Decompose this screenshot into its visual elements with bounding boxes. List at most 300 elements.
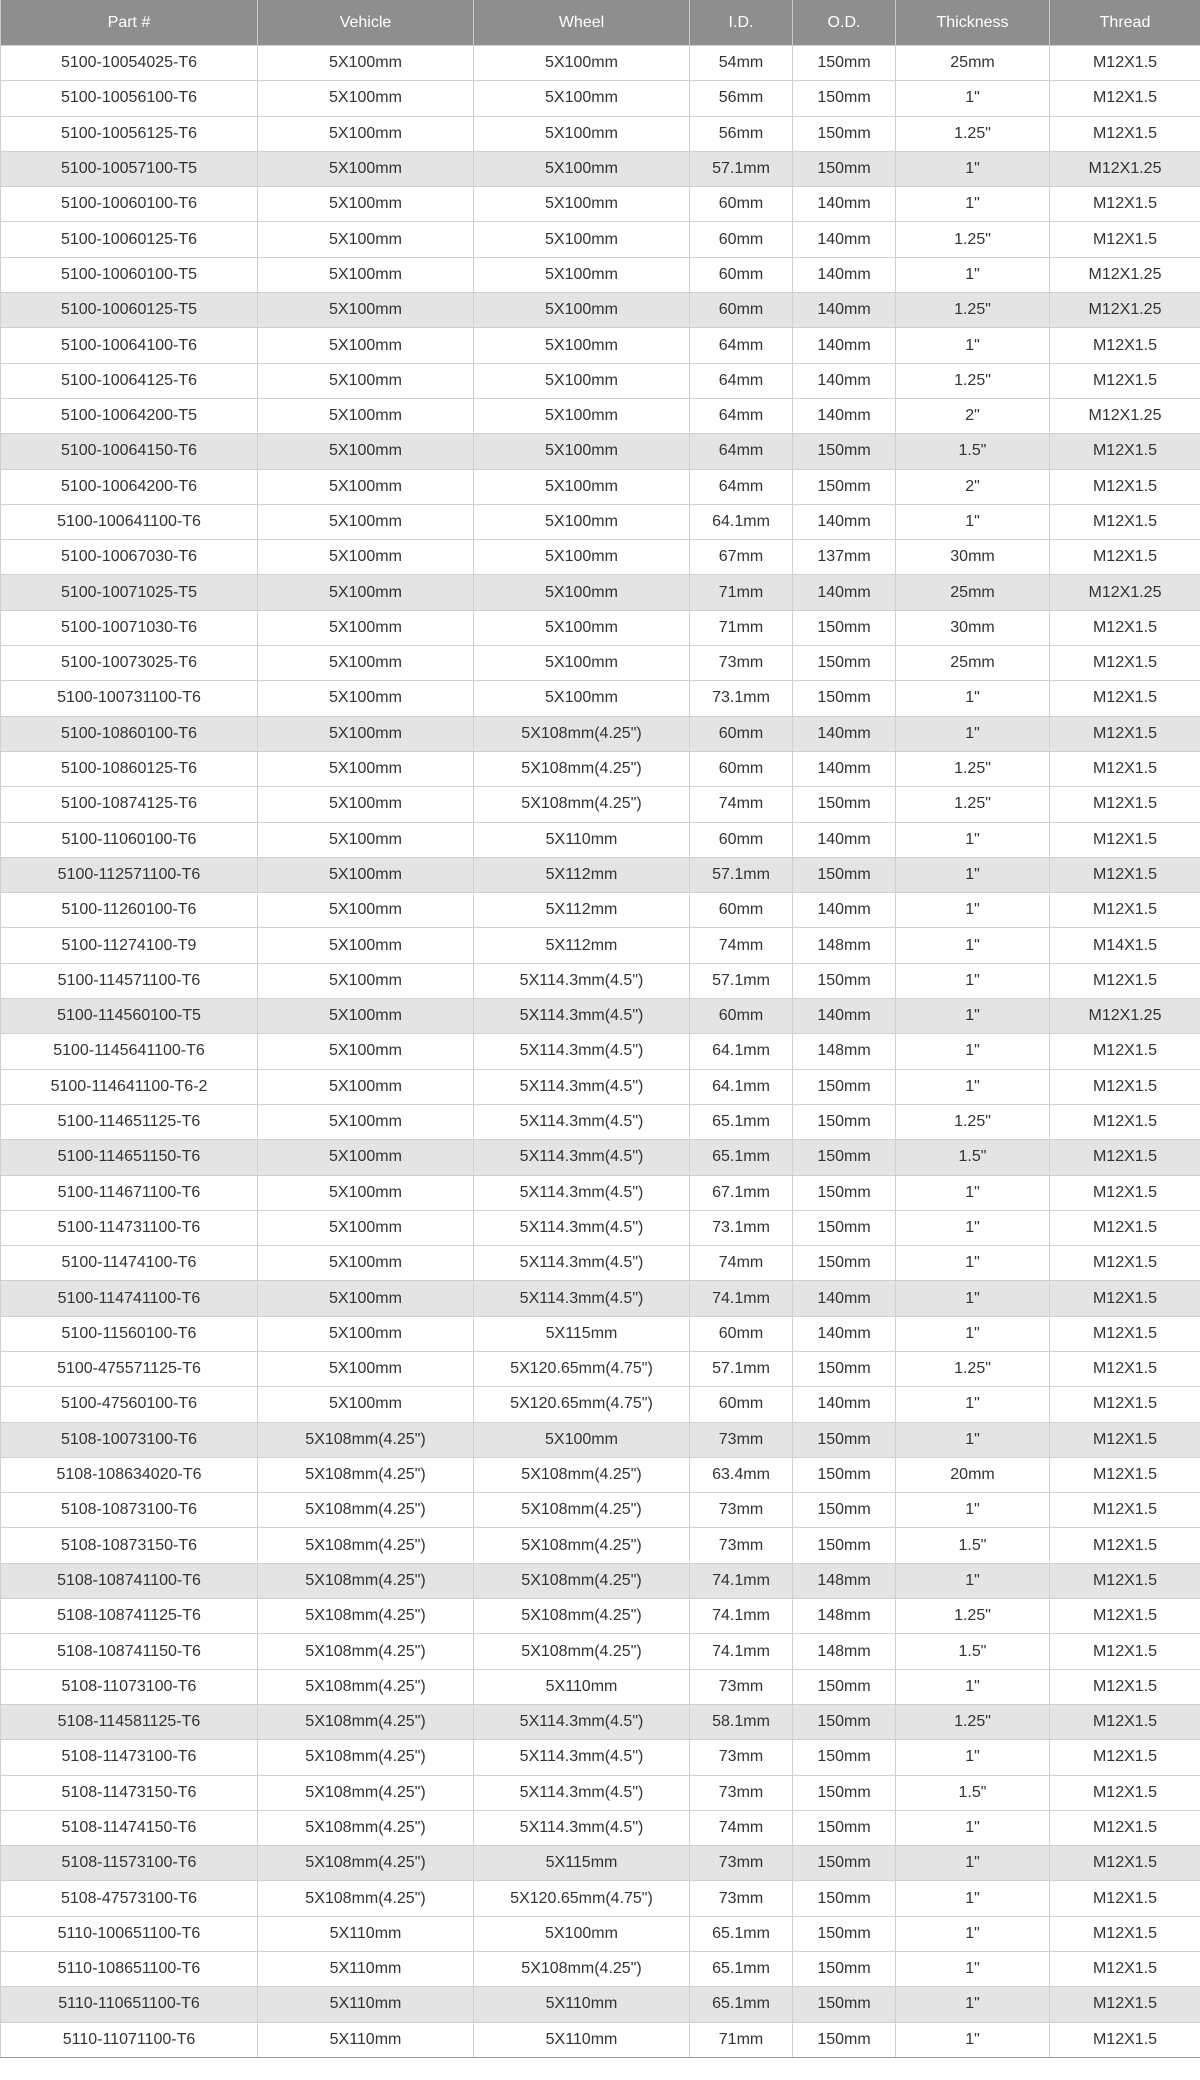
thread-cell: M12X1.5 <box>1050 1281 1200 1316</box>
wheel-cell: 5X100mm <box>474 1916 690 1951</box>
outer-diameter-cell: 137mm <box>793 540 896 575</box>
thread-cell: M12X1.5 <box>1050 1316 1200 1351</box>
vehicle-cell: 5X100mm <box>258 575 474 610</box>
wheel-cell: 5X100mm <box>474 257 690 292</box>
outer-diameter-cell: 150mm <box>793 646 896 681</box>
vehicle-cell: 5X100mm <box>258 1140 474 1175</box>
part-number-cell: 5110-110651100-T6 <box>1 1987 258 2022</box>
inner-diameter-cell: 73mm <box>690 1422 793 1457</box>
thickness-cell: 1" <box>896 1281 1050 1316</box>
thread-cell: M12X1.25 <box>1050 575 1200 610</box>
thickness-cell: 1.5" <box>896 1634 1050 1669</box>
thread-cell: M12X1.5 <box>1050 434 1200 469</box>
outer-diameter-cell: 148mm <box>793 1563 896 1598</box>
inner-diameter-cell: 73mm <box>690 1846 793 1881</box>
outer-diameter-cell: 150mm <box>793 1775 896 1810</box>
thickness-cell: 1.5" <box>896 1775 1050 1810</box>
vehicle-cell: 5X100mm <box>258 116 474 151</box>
part-number-cell: 5100-11274100-T9 <box>1 928 258 963</box>
inner-diameter-cell: 74.1mm <box>690 1563 793 1598</box>
wheel-cell: 5X100mm <box>474 151 690 186</box>
part-number-cell: 5108-11473100-T6 <box>1 1740 258 1775</box>
thickness-cell: 1.25" <box>896 116 1050 151</box>
thread-cell: M12X1.5 <box>1050 1069 1200 1104</box>
thickness-cell: 20mm <box>896 1457 1050 1492</box>
vehicle-cell: 5X108mm(4.25") <box>258 1634 474 1669</box>
thread-cell: M12X1.5 <box>1050 2022 1200 2057</box>
column-header-part-number: Part # <box>1 0 258 46</box>
part-number-cell: 5100-10064150-T6 <box>1 434 258 469</box>
wheel-cell: 5X108mm(4.25") <box>474 1528 690 1563</box>
inner-diameter-cell: 67.1mm <box>690 1175 793 1210</box>
vehicle-cell: 5X100mm <box>258 151 474 186</box>
part-number-cell: 5100-10067030-T6 <box>1 540 258 575</box>
thread-cell: M12X1.5 <box>1050 751 1200 786</box>
table-row <box>1 116 1200 151</box>
thread-cell: M12X1.5 <box>1050 822 1200 857</box>
vehicle-cell: 5X100mm <box>258 257 474 292</box>
vehicle-cell: 5X100mm <box>258 1210 474 1245</box>
thickness-cell: 1" <box>896 1952 1050 1987</box>
vehicle-cell: 5X100mm <box>258 504 474 539</box>
thread-cell: M14X1.5 <box>1050 928 1200 963</box>
outer-diameter-cell: 148mm <box>793 1034 896 1069</box>
thread-cell: M12X1.5 <box>1050 504 1200 539</box>
thread-cell: M12X1.5 <box>1050 1987 1200 2022</box>
outer-diameter-cell: 140mm <box>793 504 896 539</box>
thread-cell: M12X1.5 <box>1050 1669 1200 1704</box>
inner-diameter-cell: 64.1mm <box>690 1034 793 1069</box>
thread-cell: M12X1.25 <box>1050 257 1200 292</box>
inner-diameter-cell: 56mm <box>690 81 793 116</box>
outer-diameter-cell: 150mm <box>793 1246 896 1281</box>
vehicle-cell: 5X100mm <box>258 963 474 998</box>
wheel-cell: 5X108mm(4.25") <box>474 1599 690 1634</box>
table-row <box>1 646 1200 681</box>
thickness-cell: 1" <box>896 151 1050 186</box>
thread-cell: M12X1.5 <box>1050 116 1200 151</box>
part-number-cell: 5100-10057100-T5 <box>1 151 258 186</box>
table-body <box>1 46 1200 2058</box>
outer-diameter-cell: 150mm <box>793 1740 896 1775</box>
part-number-cell: 5108-11573100-T6 <box>1 1846 258 1881</box>
thickness-cell: 2" <box>896 398 1050 433</box>
wheel-cell: 5X112mm <box>474 857 690 892</box>
wheel-cell: 5X114.3mm(4.5") <box>474 1740 690 1775</box>
part-number-cell: 5108-10873150-T6 <box>1 1528 258 1563</box>
wheel-cell: 5X100mm <box>474 328 690 363</box>
wheel-cell: 5X108mm(4.25") <box>474 1952 690 1987</box>
wheel-cell: 5X108mm(4.25") <box>474 716 690 751</box>
thickness-cell: 1" <box>896 504 1050 539</box>
table-row <box>1 1881 1200 1916</box>
table-row <box>1 999 1200 1034</box>
part-number-cell: 5100-10056100-T6 <box>1 81 258 116</box>
part-number-cell: 5108-108634020-T6 <box>1 1457 258 1492</box>
part-number-cell: 5100-114641100-T6-2 <box>1 1069 258 1104</box>
inner-diameter-cell: 65.1mm <box>690 1140 793 1175</box>
outer-diameter-cell: 150mm <box>793 46 896 81</box>
table-row <box>1 46 1200 81</box>
part-number-cell: 5100-114731100-T6 <box>1 1210 258 1245</box>
thread-cell: M12X1.5 <box>1050 222 1200 257</box>
wheel-cell: 5X100mm <box>474 575 690 610</box>
table-row <box>1 1740 1200 1775</box>
vehicle-cell: 5X110mm <box>258 1952 474 1987</box>
inner-diameter-cell: 73mm <box>690 1775 793 1810</box>
inner-diameter-cell: 64mm <box>690 328 793 363</box>
thread-cell: M12X1.25 <box>1050 293 1200 328</box>
table-row <box>1 857 1200 892</box>
outer-diameter-cell: 150mm <box>793 81 896 116</box>
table-row <box>1 610 1200 645</box>
wheel-cell: 5X108mm(4.25") <box>474 1634 690 1669</box>
thread-cell: M12X1.5 <box>1050 1351 1200 1386</box>
vehicle-cell: 5X100mm <box>258 822 474 857</box>
thread-cell: M12X1.5 <box>1050 646 1200 681</box>
thickness-cell: 1.25" <box>896 293 1050 328</box>
inner-diameter-cell: 73mm <box>690 646 793 681</box>
vehicle-cell: 5X100mm <box>258 928 474 963</box>
inner-diameter-cell: 74.1mm <box>690 1634 793 1669</box>
part-number-cell: 5100-10860100-T6 <box>1 716 258 751</box>
thickness-cell: 1" <box>896 716 1050 751</box>
vehicle-cell: 5X100mm <box>258 222 474 257</box>
vehicle-cell: 5X108mm(4.25") <box>258 1563 474 1598</box>
thickness-cell: 1.25" <box>896 1704 1050 1739</box>
wheel-cell: 5X114.3mm(4.5") <box>474 1281 690 1316</box>
wheel-cell: 5X110mm <box>474 822 690 857</box>
thread-cell: M12X1.5 <box>1050 893 1200 928</box>
part-number-cell: 5100-112571100-T6 <box>1 857 258 892</box>
thickness-cell: 30mm <box>896 540 1050 575</box>
outer-diameter-cell: 150mm <box>793 857 896 892</box>
table-row <box>1 1457 1200 1492</box>
vehicle-cell: 5X100mm <box>258 1069 474 1104</box>
wheel-cell: 5X114.3mm(4.5") <box>474 1210 690 1245</box>
wheel-cell: 5X114.3mm(4.5") <box>474 1140 690 1175</box>
inner-diameter-cell: 65.1mm <box>690 1987 793 2022</box>
thread-cell: M12X1.5 <box>1050 328 1200 363</box>
thickness-cell: 1" <box>896 328 1050 363</box>
wheel-cell: 5X114.3mm(4.5") <box>474 1104 690 1139</box>
part-number-cell: 5110-11071100-T6 <box>1 2022 258 2057</box>
wheel-cell: 5X100mm <box>474 646 690 681</box>
inner-diameter-cell: 73.1mm <box>690 1210 793 1245</box>
outer-diameter-cell: 148mm <box>793 1634 896 1669</box>
thickness-cell: 1" <box>896 822 1050 857</box>
inner-diameter-cell: 74mm <box>690 928 793 963</box>
outer-diameter-cell: 150mm <box>793 1846 896 1881</box>
thread-cell: M12X1.5 <box>1050 1881 1200 1916</box>
thickness-cell: 1" <box>896 1316 1050 1351</box>
outer-diameter-cell: 140mm <box>793 1281 896 1316</box>
part-number-cell: 5108-108741125-T6 <box>1 1599 258 1634</box>
table-row <box>1 1493 1200 1528</box>
thread-cell: M12X1.5 <box>1050 1140 1200 1175</box>
wheel-cell: 5X100mm <box>474 187 690 222</box>
thread-cell: M12X1.5 <box>1050 1563 1200 1598</box>
part-number-cell: 5108-10073100-T6 <box>1 1422 258 1457</box>
thickness-cell: 1" <box>896 1210 1050 1245</box>
table-row <box>1 1351 1200 1386</box>
thread-cell: M12X1.5 <box>1050 1810 1200 1845</box>
thickness-cell: 25mm <box>896 575 1050 610</box>
outer-diameter-cell: 150mm <box>793 1881 896 1916</box>
part-number-cell: 5100-10071030-T6 <box>1 610 258 645</box>
inner-diameter-cell: 60mm <box>690 716 793 751</box>
outer-diameter-cell: 140mm <box>793 751 896 786</box>
part-number-cell: 5100-11474100-T6 <box>1 1246 258 1281</box>
outer-diameter-cell: 150mm <box>793 963 896 998</box>
vehicle-cell: 5X110mm <box>258 1987 474 2022</box>
table-row <box>1 822 1200 857</box>
outer-diameter-cell: 150mm <box>793 1528 896 1563</box>
part-number-cell: 5100-10060100-T5 <box>1 257 258 292</box>
inner-diameter-cell: 71mm <box>690 2022 793 2057</box>
outer-diameter-cell: 150mm <box>793 1351 896 1386</box>
thickness-cell: 1.5" <box>896 1528 1050 1563</box>
table-row <box>1 1775 1200 1810</box>
wheel-cell: 5X108mm(4.25") <box>474 1563 690 1598</box>
wheel-cell: 5X100mm <box>474 363 690 398</box>
inner-diameter-cell: 71mm <box>690 610 793 645</box>
part-number-cell: 5100-475571125-T6 <box>1 1351 258 1386</box>
part-number-cell: 5100-114560100-T5 <box>1 999 258 1034</box>
vehicle-cell: 5X108mm(4.25") <box>258 1422 474 1457</box>
inner-diameter-cell: 60mm <box>690 751 793 786</box>
wheel-cell: 5X115mm <box>474 1316 690 1351</box>
table-row <box>1 681 1200 716</box>
thread-cell: M12X1.5 <box>1050 1457 1200 1492</box>
table-row <box>1 1069 1200 1104</box>
table-row <box>1 222 1200 257</box>
outer-diameter-cell: 150mm <box>793 1457 896 1492</box>
thread-cell: M12X1.5 <box>1050 857 1200 892</box>
thread-cell: M12X1.5 <box>1050 46 1200 81</box>
wheel-cell: 5X110mm <box>474 1987 690 2022</box>
wheel-cell: 5X100mm <box>474 434 690 469</box>
vehicle-cell: 5X100mm <box>258 328 474 363</box>
vehicle-cell: 5X100mm <box>258 187 474 222</box>
wheel-cell: 5X100mm <box>474 540 690 575</box>
part-number-cell: 5100-10060100-T6 <box>1 187 258 222</box>
column-header-thread: Thread <box>1050 0 1200 46</box>
outer-diameter-cell: 140mm <box>793 1387 896 1422</box>
inner-diameter-cell: 73mm <box>690 1493 793 1528</box>
table-row <box>1 1916 1200 1951</box>
column-header-wheel: Wheel <box>474 0 690 46</box>
thickness-cell: 1" <box>896 187 1050 222</box>
table-row <box>1 2022 1200 2057</box>
wheel-cell: 5X114.3mm(4.5") <box>474 1175 690 1210</box>
inner-diameter-cell: 73mm <box>690 1528 793 1563</box>
outer-diameter-cell: 150mm <box>793 1069 896 1104</box>
wheel-cell: 5X108mm(4.25") <box>474 787 690 822</box>
wheel-cell: 5X110mm <box>474 2022 690 2057</box>
outer-diameter-cell: 140mm <box>793 575 896 610</box>
thickness-cell: 2" <box>896 469 1050 504</box>
inner-diameter-cell: 74mm <box>690 787 793 822</box>
thickness-cell: 1" <box>896 1069 1050 1104</box>
wheel-cell: 5X114.3mm(4.5") <box>474 1704 690 1739</box>
part-number-cell: 5100-10073025-T6 <box>1 646 258 681</box>
inner-diameter-cell: 73.1mm <box>690 681 793 716</box>
wheel-cell: 5X114.3mm(4.5") <box>474 999 690 1034</box>
thread-cell: M12X1.5 <box>1050 610 1200 645</box>
inner-diameter-cell: 63.4mm <box>690 1457 793 1492</box>
part-number-cell: 5110-108651100-T6 <box>1 1952 258 1987</box>
inner-diameter-cell: 58.1mm <box>690 1704 793 1739</box>
part-number-cell: 5100-10064100-T6 <box>1 328 258 363</box>
wheel-cell: 5X100mm <box>474 681 690 716</box>
thread-cell: M12X1.5 <box>1050 1916 1200 1951</box>
vehicle-cell: 5X100mm <box>258 787 474 822</box>
inner-diameter-cell: 64mm <box>690 363 793 398</box>
table-row <box>1 434 1200 469</box>
outer-diameter-cell: 150mm <box>793 1916 896 1951</box>
thickness-cell: 1" <box>896 1387 1050 1422</box>
table-row <box>1 1987 1200 2022</box>
vehicle-cell: 5X100mm <box>258 363 474 398</box>
wheel-cell: 5X110mm <box>474 1669 690 1704</box>
part-number-cell: 5100-114671100-T6 <box>1 1175 258 1210</box>
thread-cell: M12X1.5 <box>1050 1634 1200 1669</box>
part-number-cell: 5108-108741100-T6 <box>1 1563 258 1598</box>
outer-diameter-cell: 150mm <box>793 610 896 645</box>
vehicle-cell: 5X100mm <box>258 540 474 575</box>
inner-diameter-cell: 56mm <box>690 116 793 151</box>
table-row <box>1 751 1200 786</box>
thread-cell: M12X1.5 <box>1050 963 1200 998</box>
part-number-cell: 5100-10060125-T6 <box>1 222 258 257</box>
table-row <box>1 1634 1200 1669</box>
vehicle-cell: 5X100mm <box>258 751 474 786</box>
inner-diameter-cell: 65.1mm <box>690 1916 793 1951</box>
outer-diameter-cell: 150mm <box>793 116 896 151</box>
table-row <box>1 893 1200 928</box>
inner-diameter-cell: 64mm <box>690 434 793 469</box>
part-number-cell: 5108-47573100-T6 <box>1 1881 258 1916</box>
thickness-cell: 1" <box>896 857 1050 892</box>
table-row <box>1 293 1200 328</box>
table-row <box>1 1246 1200 1281</box>
part-number-cell: 5100-10064125-T6 <box>1 363 258 398</box>
table-row <box>1 328 1200 363</box>
thread-cell: M12X1.5 <box>1050 1775 1200 1810</box>
vehicle-cell: 5X100mm <box>258 1281 474 1316</box>
thread-cell: M12X1.5 <box>1050 716 1200 751</box>
thickness-cell: 1" <box>896 1246 1050 1281</box>
wheel-cell: 5X100mm <box>474 398 690 433</box>
part-number-cell: 5100-10860125-T6 <box>1 751 258 786</box>
vehicle-cell: 5X108mm(4.25") <box>258 1457 474 1492</box>
part-number-cell: 5108-114581125-T6 <box>1 1704 258 1739</box>
vehicle-cell: 5X100mm <box>258 893 474 928</box>
wheel-cell: 5X112mm <box>474 928 690 963</box>
outer-diameter-cell: 140mm <box>793 328 896 363</box>
thread-cell: M12X1.25 <box>1050 999 1200 1034</box>
outer-diameter-cell: 150mm <box>793 1669 896 1704</box>
outer-diameter-cell: 150mm <box>793 1175 896 1210</box>
thickness-cell: 1" <box>896 681 1050 716</box>
part-number-cell: 5108-11073100-T6 <box>1 1669 258 1704</box>
wheel-cell: 5X120.65mm(4.75") <box>474 1881 690 1916</box>
thickness-cell: 1" <box>896 1422 1050 1457</box>
table-row <box>1 81 1200 116</box>
thickness-cell: 1" <box>896 1987 1050 2022</box>
vehicle-cell: 5X100mm <box>258 716 474 751</box>
thickness-cell: 1.5" <box>896 1140 1050 1175</box>
inner-diameter-cell: 60mm <box>690 1316 793 1351</box>
part-number-cell: 5100-10071025-T5 <box>1 575 258 610</box>
vehicle-cell: 5X100mm <box>258 999 474 1034</box>
inner-diameter-cell: 60mm <box>690 893 793 928</box>
outer-diameter-cell: 140mm <box>793 999 896 1034</box>
wheel-cell: 5X100mm <box>474 116 690 151</box>
outer-diameter-cell: 150mm <box>793 1810 896 1845</box>
thickness-cell: 1" <box>896 257 1050 292</box>
inner-diameter-cell: 54mm <box>690 46 793 81</box>
thread-cell: M12X1.5 <box>1050 1528 1200 1563</box>
vehicle-cell: 5X100mm <box>258 46 474 81</box>
thread-cell: M12X1.5 <box>1050 787 1200 822</box>
inner-diameter-cell: 60mm <box>690 999 793 1034</box>
thread-cell: M12X1.5 <box>1050 681 1200 716</box>
thread-cell: M12X1.5 <box>1050 1104 1200 1139</box>
wheel-cell: 5X120.65mm(4.75") <box>474 1387 690 1422</box>
part-number-cell: 5100-10874125-T6 <box>1 787 258 822</box>
table-row <box>1 363 1200 398</box>
outer-diameter-cell: 150mm <box>793 1987 896 2022</box>
wheel-cell: 5X100mm <box>474 222 690 257</box>
thickness-cell: 25mm <box>896 46 1050 81</box>
table-row <box>1 1104 1200 1139</box>
vehicle-cell: 5X100mm <box>258 646 474 681</box>
part-number-cell: 5100-10056125-T6 <box>1 116 258 151</box>
table-row <box>1 1846 1200 1881</box>
part-number-cell: 5100-114741100-T6 <box>1 1281 258 1316</box>
part-number-cell: 5108-11474150-T6 <box>1 1810 258 1845</box>
outer-diameter-cell: 150mm <box>793 1140 896 1175</box>
wheel-cell: 5X100mm <box>474 81 690 116</box>
inner-diameter-cell: 74mm <box>690 1246 793 1281</box>
outer-diameter-cell: 148mm <box>793 1599 896 1634</box>
table-row <box>1 1175 1200 1210</box>
table-row <box>1 540 1200 575</box>
wheel-cell: 5X100mm <box>474 469 690 504</box>
header-row <box>1 0 1200 46</box>
table-row <box>1 504 1200 539</box>
thickness-cell: 1" <box>896 1846 1050 1881</box>
wheel-cell: 5X108mm(4.25") <box>474 751 690 786</box>
table-row <box>1 1281 1200 1316</box>
vehicle-cell: 5X110mm <box>258 2022 474 2057</box>
thickness-cell: 1.25" <box>896 363 1050 398</box>
inner-diameter-cell: 65.1mm <box>690 1952 793 1987</box>
thread-cell: M12X1.5 <box>1050 187 1200 222</box>
thread-cell: M12X1.5 <box>1050 1175 1200 1210</box>
table-row <box>1 257 1200 292</box>
inner-diameter-cell: 60mm <box>690 822 793 857</box>
thread-cell: M12X1.5 <box>1050 1740 1200 1775</box>
table-row <box>1 1704 1200 1739</box>
wheel-cell: 5X100mm <box>474 1422 690 1457</box>
vehicle-cell: 5X108mm(4.25") <box>258 1775 474 1810</box>
thickness-cell: 1.25" <box>896 1104 1050 1139</box>
vehicle-cell: 5X100mm <box>258 434 474 469</box>
thickness-cell: 1.25" <box>896 751 1050 786</box>
